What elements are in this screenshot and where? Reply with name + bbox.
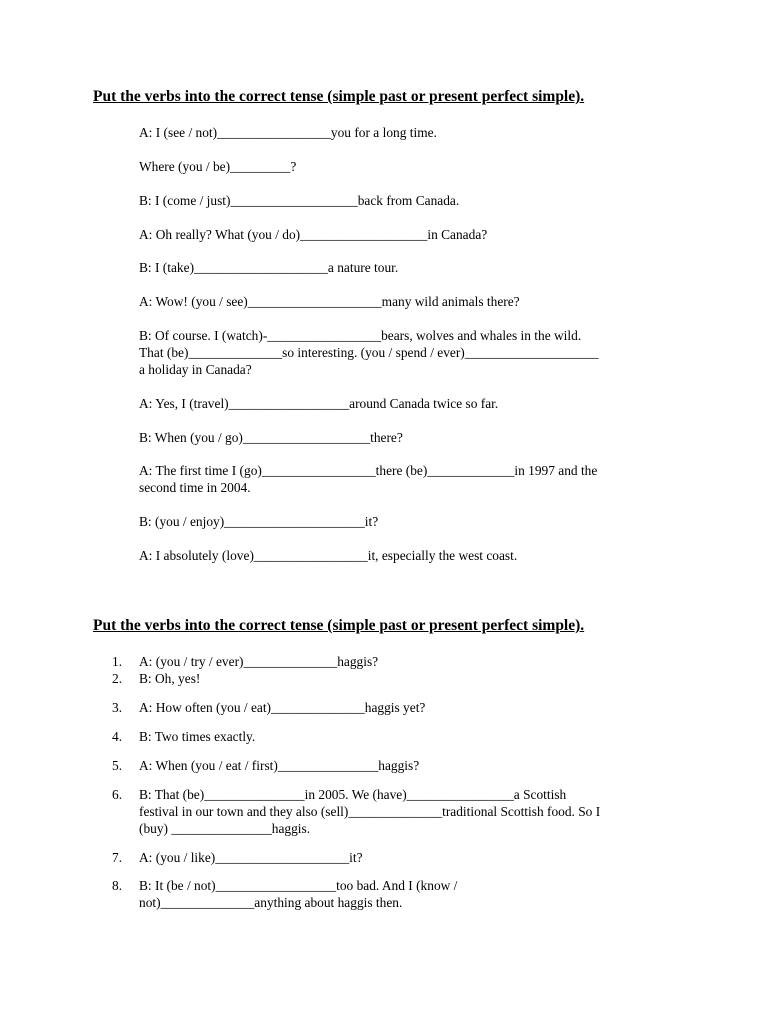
list-item bbox=[112, 757, 419, 774]
dialogue-line-text: A: I (see / not)_________________you for a long time. bbox=[139, 125, 437, 140]
item-text: A: When (you / eat / first)_______________haggis? bbox=[139, 758, 420, 773]
item-number: 5. bbox=[112, 758, 123, 773]
dialogue-line-text: B: When (you / go)___________________there? bbox=[139, 430, 403, 445]
item-number: 3. bbox=[112, 700, 123, 715]
dialogue-line bbox=[139, 124, 437, 141]
item-text: (buy) _______________haggis. bbox=[139, 821, 311, 836]
dialogue-line-text: B: I (take)____________________a nature tour. bbox=[139, 260, 399, 275]
list-item bbox=[112, 849, 363, 866]
dialogue-line-text: a holiday in Canada? bbox=[139, 362, 252, 377]
dialogue-line bbox=[139, 158, 296, 175]
dialogue-line-text: A: I absolutely (love)_________________it, especially the west coast. bbox=[139, 548, 518, 563]
item-text: B: It (be / not)__________________too bad. And I (know / bbox=[139, 878, 458, 893]
dialogue-line bbox=[139, 327, 599, 378]
item-number: 4. bbox=[112, 729, 123, 744]
dialogue-line bbox=[139, 192, 459, 209]
list-item bbox=[112, 786, 600, 837]
dialogue-line-text: A: Yes, I (travel)__________________around Canada twice so far. bbox=[139, 396, 499, 411]
section-2-heading: Put the verbs into the correct tense (simple past or present perfect simple). bbox=[93, 617, 585, 634]
item-text: A: (you / try / ever)______________haggis? bbox=[139, 654, 379, 669]
item-text: A: (you / like)____________________it? bbox=[139, 850, 363, 865]
item-text: festival in our town and they also (sell)______________traditional Scottish food. So I bbox=[139, 804, 601, 819]
section-1-heading: Put the verbs into the correct tense (simple past or present perfect simple). bbox=[93, 88, 585, 105]
item-text: not)______________anything about haggis then. bbox=[139, 895, 403, 910]
dialogue-line-text: A: The first time I (go)_________________there (be)_____________in 1997 and the bbox=[139, 463, 598, 478]
item-number: 1. bbox=[112, 654, 123, 669]
dialogue-line-text: B: (you / enjoy)_____________________it? bbox=[139, 514, 379, 529]
dialogue-line-text: second time in 2004. bbox=[139, 480, 251, 495]
dialogue-line-text: B: I (come / just)___________________back from Canada. bbox=[139, 193, 460, 208]
item-text: A: How often (you / eat)______________haggis yet? bbox=[139, 700, 426, 715]
dialogue-line-text: That (be)______________so interesting. (you / spend / ever)____________________ bbox=[139, 345, 599, 360]
list-item bbox=[112, 877, 457, 911]
dialogue-line bbox=[139, 395, 498, 412]
item-number: 6. bbox=[112, 787, 123, 802]
item-number: 2. bbox=[112, 671, 123, 686]
dialogue-line bbox=[139, 293, 520, 310]
dialogue-line bbox=[139, 547, 517, 564]
list-item bbox=[112, 699, 425, 716]
dialogue-line-text: B: Of course. I (watch)-_________________bears, wolves and whales in the wild. bbox=[139, 328, 582, 343]
dialogue-line bbox=[139, 259, 398, 276]
dialogue-line-text: A: Oh really? What (you / do)___________________in Canada? bbox=[139, 227, 488, 242]
list-item bbox=[112, 653, 378, 670]
dialogue-line bbox=[139, 513, 378, 530]
item-text: B: Two times exactly. bbox=[139, 729, 256, 744]
dialogue-line-text: Where (you / be)_________? bbox=[139, 159, 297, 174]
item-text: B: That (be)_______________in 2005. We (have)________________a Scottish bbox=[139, 787, 567, 802]
dialogue-line bbox=[139, 462, 597, 496]
item-number: 8. bbox=[112, 878, 123, 893]
dialogue-line bbox=[139, 226, 487, 243]
item-number: 7. bbox=[112, 850, 123, 865]
list-item bbox=[112, 670, 200, 687]
dialogue-line bbox=[139, 429, 403, 446]
dialogue-line-text: A: Wow! (you / see)____________________many wild animals there? bbox=[139, 294, 520, 309]
item-text: B: Oh, yes! bbox=[139, 671, 201, 686]
list-item bbox=[112, 728, 255, 745]
